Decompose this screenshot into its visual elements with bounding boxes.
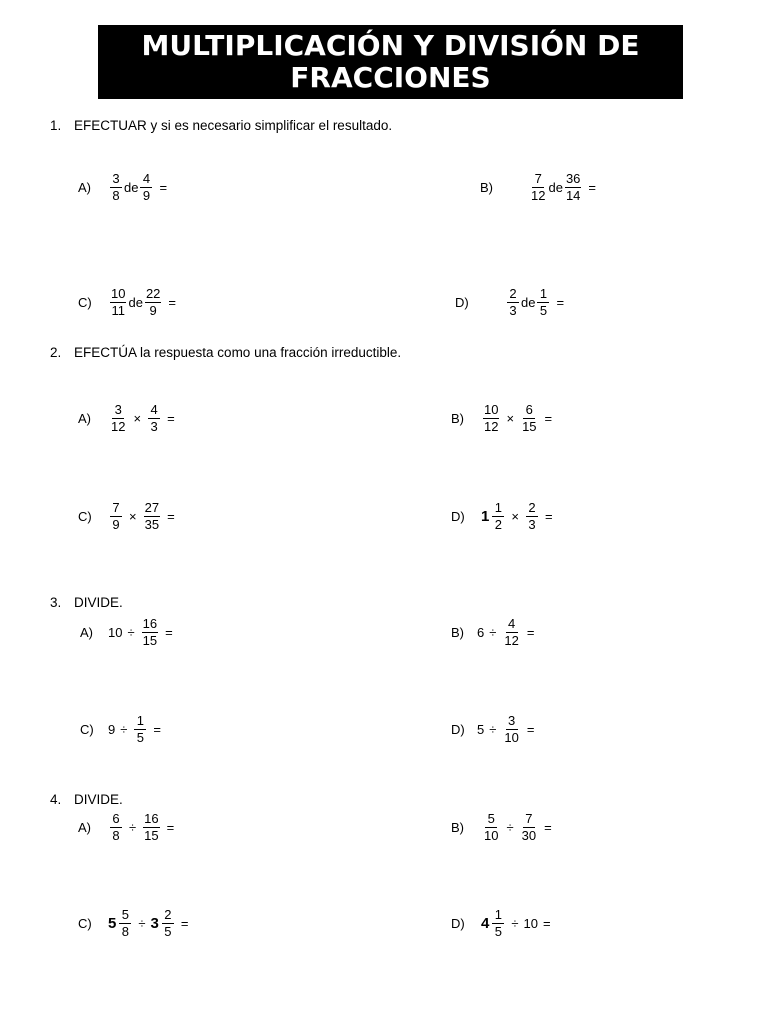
whole-number: 5 [108,915,117,932]
numerator: 5 [485,812,497,828]
equals-sign: = [544,411,553,426]
fraction [140,172,152,203]
denominator: 35 [144,517,160,532]
denominator: 10 [484,828,499,843]
problem-2d [451,501,558,532]
section-number: 1. [50,118,62,133]
numerator: 1 [492,501,504,517]
integer-operand: 10 [523,916,538,931]
denominator: 12 [111,419,126,434]
problem-4c [78,908,193,939]
equals-sign: = [159,180,168,195]
numerator: 36 [565,171,581,186]
integer-operand: 6 [477,625,485,640]
denominator: 15 [142,633,158,648]
denominator: 12 [504,633,519,648]
section-number: 4. [50,792,62,807]
section-2-heading [50,345,401,360]
problem-label: A) [78,180,91,195]
numerator: 16 [144,811,159,826]
divide-operator: ÷ [138,916,146,931]
problem-2b [451,403,557,434]
numerator: 4 [148,403,160,419]
fraction [537,287,549,318]
fraction [521,403,537,434]
problem-label: B) [480,180,493,195]
denominator: 9 [149,303,157,318]
problem-1b [480,172,601,203]
problem-label: A) [78,411,91,426]
denominator: 9 [112,517,120,532]
problem-1d [455,287,569,318]
multiply-operator: × [506,411,515,426]
multiply-operator: × [129,509,137,524]
problem-label: B) [451,820,464,835]
section-instruction: EFECTÚA la respuesta como una fracción irreductible. [74,345,402,360]
denominator: 3 [528,517,536,532]
operator: de [124,180,139,195]
section-3-heading [50,595,123,610]
numerator: 16 [142,616,158,631]
numerator: 5 [119,908,131,924]
fraction [483,403,499,434]
section-instruction: DIVIDE. [74,595,123,610]
problem-label: C) [78,916,92,931]
problem-label: D) [451,722,465,737]
problem-3d [451,714,539,745]
numerator: 1 [134,714,146,730]
equals-sign: = [165,625,173,640]
problem-4a [78,812,179,843]
fraction [507,287,519,318]
operator: de [128,295,143,310]
numerator: 6 [523,403,535,419]
denominator: 9 [142,188,151,203]
numerator: 7 [110,501,122,517]
worksheet-title [98,25,683,99]
fraction [526,501,538,532]
whole-number: 4 [481,915,490,932]
fraction [503,617,519,648]
numerator: 27 [144,500,160,515]
divide-operator: ÷ [506,820,514,835]
fraction [119,908,131,939]
problem-label: C) [80,722,94,737]
equals-sign: = [556,295,565,310]
fraction [110,287,126,318]
section-instruction: DIVIDE. [74,792,123,807]
denominator: 5 [164,924,172,939]
divide-operator: ÷ [127,625,135,640]
section-number: 2. [50,345,62,360]
section-4-heading [50,792,123,807]
numerator: 1 [492,908,504,924]
equals-sign: = [168,295,176,310]
title-line-2: FRACCIONES [290,61,491,94]
denominator: 3 [150,419,158,434]
problem-3c [80,714,166,745]
divide-operator: ÷ [129,820,137,835]
fraction [134,714,146,745]
numerator: 2 [162,908,174,924]
fraction [143,812,159,843]
equals-sign: = [166,820,175,835]
denominator: 3 [509,303,517,318]
numerator: 4 [506,617,518,633]
numerator: 3 [110,172,122,188]
denominator: 8 [121,924,129,939]
problem-2a [78,403,180,434]
numerator: 10 [111,286,126,301]
fraction [110,812,122,843]
whole-number: 3 [150,915,159,932]
problem-label: D) [451,509,465,524]
fraction [110,172,122,203]
numerator: 2 [526,501,538,517]
equals-sign: = [544,509,553,524]
problem-4d [451,908,556,939]
equals-sign: = [180,916,189,931]
divide-operator: ÷ [120,722,128,737]
operator: de [548,180,563,195]
denominator: 10 [504,730,519,745]
problem-3b [451,617,539,648]
equals-sign: = [526,625,535,640]
denominator: 2 [494,517,502,532]
fraction [144,501,160,532]
numerator: 1 [537,287,549,303]
fraction [110,403,126,434]
numerator: 4 [140,172,152,188]
fraction [530,172,546,203]
denominator: 30 [521,828,537,843]
divide-operator: ÷ [489,722,497,737]
problem-label: A) [80,625,93,640]
fraction [521,812,537,843]
numerator: 7 [523,812,535,828]
fraction [503,714,519,745]
numerator: 6 [110,812,122,828]
denominator: 12 [484,419,499,434]
whole-number: 1 [481,508,490,525]
denominator: 15 [522,419,537,434]
denominator: 14 [565,188,581,203]
multiply-operator: × [133,411,142,426]
section-instruction: EFECTUAR y si es necesario simplificar el resultado. [74,118,393,133]
numerator: 22 [145,286,161,301]
problem-label: A) [78,820,91,835]
integer-operand: 5 [477,722,485,737]
section-1-heading [50,118,392,133]
denominator: 5 [494,924,502,939]
denominator: 5 [539,303,548,318]
equals-sign: = [526,722,535,737]
problem-4b [451,812,557,843]
multiply-operator: × [511,509,519,524]
problem-label: C) [78,509,92,524]
numerator: 3 [112,403,124,419]
integer-operand: 10 [108,625,123,640]
problem-label: C) [78,295,92,310]
equals-sign: = [167,509,175,524]
numerator: 10 [484,402,499,417]
denominator: 15 [144,828,159,843]
denominator: 8 [112,828,120,843]
equals-sign: = [542,916,551,931]
problem-3a [80,617,178,648]
denominator: 11 [111,303,125,318]
problem-1a [78,172,172,203]
denominator: 8 [112,188,120,203]
denominator: 12 [531,188,546,203]
problem-label: B) [451,625,464,640]
fraction [148,403,160,434]
divide-operator: ÷ [511,916,519,931]
fraction [142,617,158,648]
operator: de [521,295,536,310]
numerator: 7 [532,172,544,188]
problem-1c [78,287,181,318]
numerator: 3 [506,714,518,730]
fraction [145,287,161,318]
denominator: 5 [136,730,144,745]
fraction [483,812,499,843]
integer-operand: 9 [108,722,116,737]
section-number: 3. [50,595,62,610]
problem-label: D) [455,295,469,310]
divide-operator: ÷ [489,625,497,640]
equals-sign: = [588,180,596,195]
title-line-1: MULTIPLICACIÓN Y DIVISIÓN DE [141,29,640,62]
fraction [162,908,174,939]
fraction [492,908,504,939]
numerator: 2 [507,287,519,303]
fraction [565,172,581,203]
equals-sign: = [153,722,161,737]
fraction [110,501,122,532]
problem-label: B) [451,411,464,426]
problem-2c [78,501,180,532]
fraction [492,501,504,532]
problem-label: D) [451,916,465,931]
equals-sign: = [544,820,552,835]
equals-sign: = [167,411,175,426]
